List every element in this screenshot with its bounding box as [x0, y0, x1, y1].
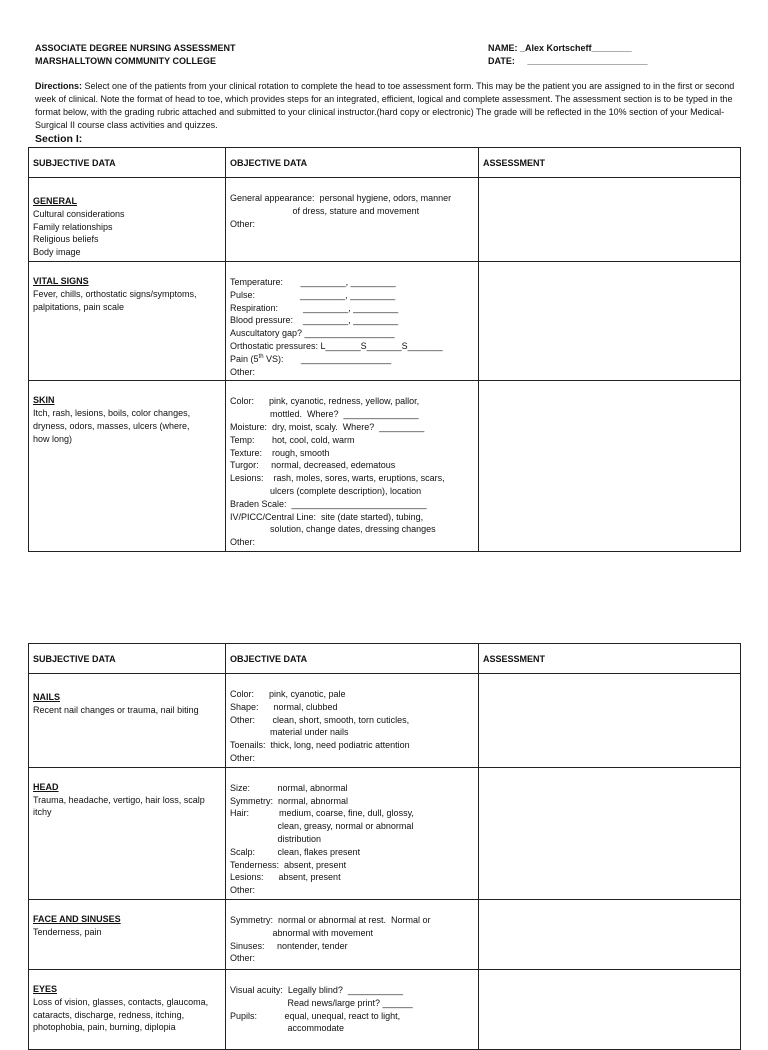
objective-line: Read news/large print? ______ [230, 997, 413, 1008]
table-header-row [29, 644, 741, 674]
objective-cell[interactable] [226, 674, 479, 768]
objective-line: Other: clean, short, smooth, torn cuticles, [230, 714, 410, 725]
table-header-row [29, 148, 741, 178]
directions-paragraph [35, 80, 735, 132]
row-head [29, 767, 741, 899]
objective-line: clean, greasy, normal or abnormal [230, 821, 414, 832]
objective-line: Orthostatic pressures: L_______S_______S_______ [230, 340, 443, 351]
assessment-header: ASSESSMENT [479, 148, 741, 178]
subjective-header: SUBJECTIVE DATA [29, 148, 226, 178]
objective-line: mottled. Where? _______________ [230, 409, 419, 420]
objective-line: Lesions: rash, moles, sores, warts, eruptions, scars, [230, 473, 445, 484]
subjective-cell[interactable] [29, 261, 226, 380]
row-title: VITAL SIGNS [33, 275, 89, 286]
assessment-cell[interactable] [479, 261, 741, 380]
subjective-header: SUBJECTIVE DATA [29, 644, 226, 674]
date-row [488, 55, 648, 68]
subjective-line: palpitations, pain scale [33, 301, 125, 312]
row-vital-signs [29, 261, 741, 380]
objective-line: of dress, stature and movement [230, 205, 420, 216]
subjective-cell[interactable] [29, 767, 226, 899]
objective-line: Other: [230, 366, 256, 377]
section-title: Section I: [35, 133, 83, 145]
row-title: SKIN [33, 395, 55, 406]
objective-line: Size: normal, abnormal [230, 782, 348, 793]
subjective-line: Religious beliefs [33, 234, 99, 245]
objective-line: Shape: normal, clubbed [230, 701, 338, 712]
subjective-line: Fever, chills, orthostatic signs/symptoms, [33, 288, 197, 299]
objective-line: abnormal with movement [230, 927, 374, 938]
row-title: NAILS [33, 692, 60, 702]
objective-line: Color: pink, cyanotic, pale [230, 689, 346, 699]
subjective-line: Recent nail changes or trauma, nail biting [33, 704, 199, 715]
objective-line: Temperature: _________, _________ [230, 276, 396, 287]
directions-label: Directions: [35, 81, 83, 91]
objective-line: accommodate [230, 1023, 345, 1034]
objective-line: Auscultatory gap? __________________ [230, 328, 395, 339]
objective-line: Other: [230, 953, 256, 964]
row-eyes [29, 969, 741, 1049]
assessment-table-1 [28, 147, 741, 552]
subjective-line: Family relationships [33, 221, 113, 232]
objective-line: distribution [230, 833, 322, 844]
objective-cell[interactable] [226, 261, 479, 380]
name-value: _Alex Kortscheff________ [520, 43, 632, 53]
row-title: GENERAL [33, 196, 78, 206]
objective-cell[interactable] [226, 899, 479, 969]
directions-text: Select one of the patients from your clinical rotation to complete the head to toe assessment form. This may be the patient you are assigned to in the first or second week of clinical. Note the format of head to toe, which provides steps for an integrated, efficient, logical and complete assessment. The assessment section is to be typed in the format below, with the grading rubric attached and submitted to your clinical instructor.(hard copy or electronic) The grade will be reflected in the 10% section of your Medical-Surgical II course class activities and quizzes. [35, 81, 735, 130]
objective-line: Texture: rough, smooth [230, 447, 330, 458]
row-face-and-sinuses [29, 899, 741, 969]
subjective-line: Tenderness, pain [33, 926, 102, 937]
name-label: NAME: [488, 43, 518, 53]
objective-line: Other: [230, 218, 256, 229]
subjective-line: dryness, odors, masses, ulcers (where, [33, 420, 190, 431]
subjective-line: cataracts, discharge, redness, itching, [33, 1009, 185, 1020]
subjective-line: Trauma, headache, vertigo, hair loss, scalp [33, 794, 205, 805]
objective-line: Symmetry: normal, abnormal [230, 795, 349, 806]
objective-line: Pain (5th VS): __________________ [230, 353, 392, 364]
objective-line: IV/PICC/Central Line: site (date started), tubing, [230, 511, 424, 522]
assessment-cell[interactable] [479, 381, 741, 552]
objective-header: OBJECTIVE DATA [226, 148, 479, 178]
objective-line: Color: pink, cyanotic, redness, yellow, pallor, [230, 396, 420, 407]
objective-line: Braden Scale: ___________________________ [230, 498, 427, 509]
subjective-cell[interactable] [29, 899, 226, 969]
name-row [488, 42, 632, 55]
objective-cell[interactable] [226, 969, 479, 1049]
subjective-line: itchy [33, 807, 52, 818]
objective-line: Respiration: _________, _________ [230, 302, 399, 313]
objective-line: Lesions: absent, present [230, 872, 341, 883]
objective-line: Pulse: _________, _________ [230, 289, 396, 300]
school-title-line2: MARSHALLTOWN COMMUNITY COLLEGE [35, 56, 216, 66]
objective-line: General appearance: personal hygiene, odors, manner [230, 193, 452, 203]
objective-line: Blood pressure: _________, _________ [230, 315, 399, 326]
objective-line: ulcers (complete description), location [230, 485, 422, 496]
row-nails [29, 674, 741, 768]
objective-header: OBJECTIVE DATA [226, 644, 479, 674]
objective-line: material under nails [230, 727, 349, 738]
objective-line: Sinuses: nontender, tender [230, 940, 348, 951]
objective-line: Tenderness: absent, present [230, 859, 347, 870]
objective-line: Hair: medium, coarse, fine, dull, glossy, [230, 808, 414, 819]
subjective-cell[interactable] [29, 674, 226, 768]
objective-cell[interactable] [226, 178, 479, 262]
school-title-line1: ASSOCIATE DEGREE NURSING ASSESSMENT [35, 43, 236, 53]
assessment-cell[interactable] [479, 674, 741, 768]
objective-cell[interactable] [226, 381, 479, 552]
objective-line: Toenails: thick, long, need podiatric attention [230, 740, 410, 751]
date-value: ________________________ [527, 56, 648, 66]
objective-line: Moisture: dry, moist, scaly. Where? _________ [230, 421, 425, 432]
row-title: EYES [33, 983, 58, 994]
subjective-line: photophobia, pain, burning, diplopia [33, 1022, 176, 1033]
assessment-cell[interactable] [479, 969, 741, 1049]
objective-line: Temp: hot, cool, cold, warm [230, 434, 355, 445]
objective-line: Pupils: equal, unequal, react to light, [230, 1010, 401, 1021]
objective-line: Turgor: normal, decreased, edematous [230, 460, 396, 471]
subjective-cell[interactable] [29, 969, 226, 1049]
subjective-line: Cultural considerations [33, 208, 125, 219]
objective-line: Other: [230, 752, 256, 763]
objective-line: Visual acuity: Legally blind? ___________ [230, 984, 403, 995]
objective-line: Symmetry: normal or abnormal at rest. Normal or [230, 914, 431, 925]
subjective-line: how long) [33, 433, 73, 444]
assessment-header: ASSESSMENT [479, 644, 741, 674]
row-title: FACE AND SINUSES [33, 913, 121, 924]
objective-line: Other: [230, 885, 256, 896]
subjective-line: Body image [33, 247, 81, 258]
row-skin [29, 381, 741, 552]
assessment-cell[interactable] [479, 178, 741, 262]
date-label: DATE: [488, 56, 515, 66]
objective-cell[interactable] [226, 767, 479, 899]
assessment-table-2 [28, 643, 741, 1050]
objective-line: Other: [230, 537, 256, 548]
objective-line: Scalp: clean, flakes present [230, 846, 361, 857]
assessment-cell[interactable] [479, 899, 741, 969]
assessment-cell[interactable] [479, 767, 741, 899]
subjective-line: Itch, rash, lesions, boils, color changes, [33, 408, 191, 419]
subjective-cell[interactable] [29, 381, 226, 552]
row-general [29, 178, 741, 262]
subjective-cell[interactable] [29, 178, 226, 262]
objective-line: solution, change dates, dressing changes [230, 524, 436, 535]
row-title: HEAD [33, 781, 59, 792]
subjective-line: Loss of vision, glasses, contacts, glaucoma, [33, 996, 209, 1007]
